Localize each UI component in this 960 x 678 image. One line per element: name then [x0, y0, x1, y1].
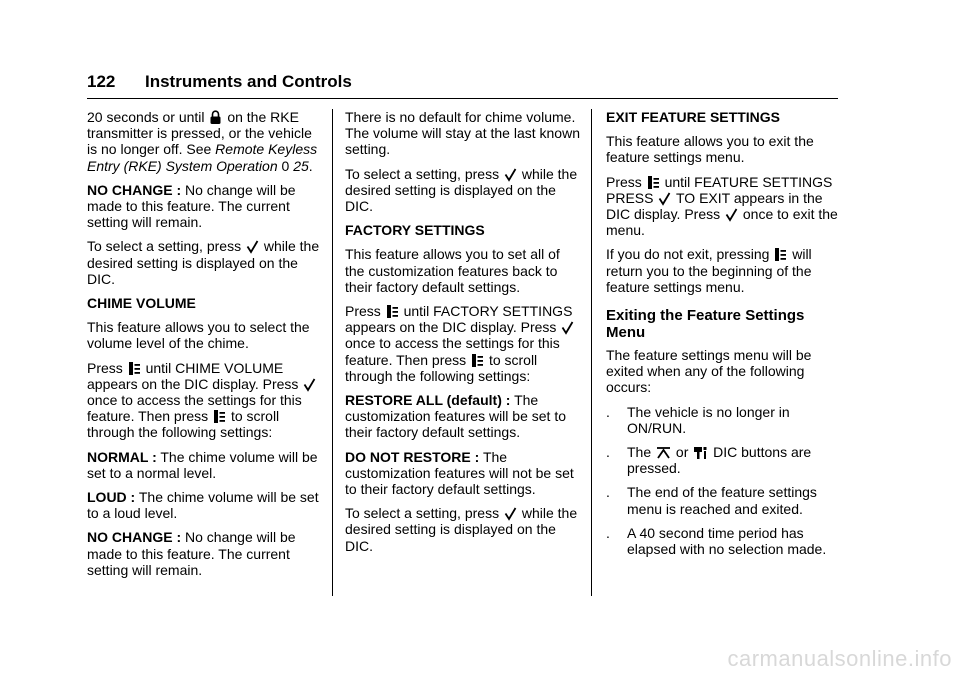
- text: Press: [606, 173, 642, 190]
- text: or: [675, 444, 689, 461]
- text: No change will be made to this feature. The current setting will remain.: [87, 181, 296, 231]
- section-heading: FACTORY SETTINGS: [345, 222, 485, 239]
- paragraph: [87, 449, 323, 481]
- text: while the desired setting is displayed on the DIC.: [345, 165, 578, 215]
- column-2: [345, 109, 583, 562]
- text: No change will be made to this feature. The current setting will remain.: [87, 529, 296, 578]
- checkmark-icon: [303, 377, 316, 392]
- paragraph: [345, 449, 583, 498]
- checkmark-icon: [658, 191, 671, 206]
- checkmark-icon: [504, 167, 517, 182]
- text: until FEATURE SETTINGS PRESS: [606, 173, 833, 206]
- text: The customization features will be set to their factory default settings.: [345, 392, 566, 441]
- list-item: [606, 525, 842, 557]
- paragraph: [87, 109, 323, 174]
- trip-info-icon: [656, 445, 671, 460]
- term-label: NO CHANGE :: [87, 181, 182, 198]
- paragraph: [87, 529, 323, 578]
- text: Press: [87, 359, 123, 376]
- paragraph: [87, 182, 323, 231]
- subsection-heading: Exiting the Feature Settings Menu: [606, 307, 805, 342]
- text: once to exit the menu.: [606, 206, 838, 239]
- text: To select a setting, press: [345, 505, 500, 522]
- paragraph: [87, 238, 323, 287]
- checkmark-icon: [561, 320, 574, 335]
- text: while the desired setting is displayed on the DIC.: [345, 505, 578, 554]
- text: once to access the settings for this feature. Then press: [87, 392, 302, 425]
- settings-menu-icon: [128, 361, 141, 376]
- bullet-marker: .: [606, 444, 610, 461]
- section-heading: EXIT FEATURE SETTINGS: [606, 109, 780, 125]
- lock-icon: [209, 110, 222, 125]
- text: to scroll through the following settings:: [87, 408, 280, 441]
- text: to scroll through the following settings:: [345, 351, 538, 384]
- column-divider: [591, 109, 592, 596]
- paragraph: There is no default for chime volume. The volume will stay at the last known setting.: [345, 109, 580, 158]
- text: once to access the settings for this feature. Then press: [345, 335, 560, 368]
- term-label: NO CHANGE :: [87, 529, 182, 546]
- column-divider: [332, 109, 333, 596]
- paragraph: [606, 246, 842, 295]
- text: will return you to the beginning of the feature settings menu.: [606, 246, 812, 295]
- column-1: [87, 109, 323, 586]
- list-item: [606, 444, 842, 476]
- paragraph: The feature settings menu will be exited when any of the following occurs:: [606, 347, 812, 396]
- text: The end of the feature settings menu is reached and exited.: [627, 484, 817, 517]
- list-item: [606, 404, 842, 436]
- paragraph: [345, 392, 583, 441]
- bullet-marker: .: [606, 403, 610, 420]
- page-ref-number[interactable]: 25: [293, 157, 309, 174]
- paragraph: [87, 360, 323, 441]
- checkmark-icon: [246, 239, 259, 254]
- column-3: [606, 109, 842, 565]
- text: TO EXIT appears in the DIC display. Press: [606, 189, 823, 223]
- bullet-marker: .: [606, 484, 610, 501]
- text: The chime volume will be set to a normal level.: [87, 448, 318, 481]
- text: The customization features will not be set to their factory default settings.: [345, 448, 574, 498]
- term-label: DO NOT RESTORE :: [345, 448, 480, 465]
- paragraph: [606, 174, 842, 239]
- paragraph: [345, 303, 583, 384]
- term-label: RESTORE ALL (default) :: [345, 392, 511, 409]
- text: .: [308, 157, 313, 174]
- paragraph: This feature allows you to set all of the customization features back to their factory default settings.: [345, 246, 560, 295]
- paragraph: [345, 505, 583, 554]
- text: 20 seconds or until: [87, 109, 205, 125]
- page-number: 122: [87, 72, 116, 91]
- list-item: [606, 484, 842, 516]
- bullet-marker: .: [606, 524, 610, 541]
- watermark: carmanualsonline.info: [727, 646, 952, 671]
- settings-menu-icon: [647, 175, 660, 190]
- settings-menu-icon: [386, 304, 399, 319]
- paragraph: This feature allows you to select the volume level of the chime.: [87, 319, 310, 352]
- vehicle-info-icon: [693, 445, 708, 460]
- paragraph: This feature allows you to exit the feature settings menu.: [606, 133, 814, 166]
- text: until CHIME VOLUME appears on the DIC display. Press: [87, 359, 299, 392]
- term-label: NORMAL :: [87, 448, 157, 465]
- text: If you do not exit, pressing: [606, 246, 770, 263]
- cross-reference-link[interactable]: Remote Keyless Entry (RKE) System Operation: [87, 141, 318, 174]
- settings-menu-icon: [774, 247, 787, 262]
- text: The: [627, 444, 652, 461]
- checkmark-icon: [725, 207, 738, 222]
- checkmark-icon: [504, 506, 517, 521]
- text: on the RKE transmitter is pressed, or the vehicle is no longer off. See: [87, 109, 312, 158]
- term-label: LOUD :: [87, 489, 136, 506]
- settings-menu-icon: [471, 353, 484, 368]
- paragraph: [345, 166, 583, 215]
- settings-menu-icon: [213, 409, 226, 424]
- page-header: [87, 72, 838, 99]
- section-heading: CHIME VOLUME: [87, 295, 196, 312]
- text: until FACTORY SETTINGS appears on the DIC display. Press: [345, 303, 573, 336]
- text: A 40 second time period has elapsed with no selection made.: [627, 524, 827, 558]
- page-title: Instruments and Controls: [145, 72, 352, 91]
- text: The chime volume will be set to a loud level.: [87, 489, 319, 522]
- text: The vehicle is no longer in ON/RUN.: [627, 403, 790, 436]
- text: Press: [345, 303, 381, 320]
- text: DIC buttons are pressed.: [627, 444, 812, 477]
- text: To select a setting, press: [87, 238, 242, 255]
- paragraph: [87, 489, 323, 521]
- text: while the desired setting is displayed on the DIC.: [87, 238, 320, 287]
- page-ref-glyph: 0: [281, 157, 290, 174]
- text: To select a setting, press: [345, 165, 500, 182]
